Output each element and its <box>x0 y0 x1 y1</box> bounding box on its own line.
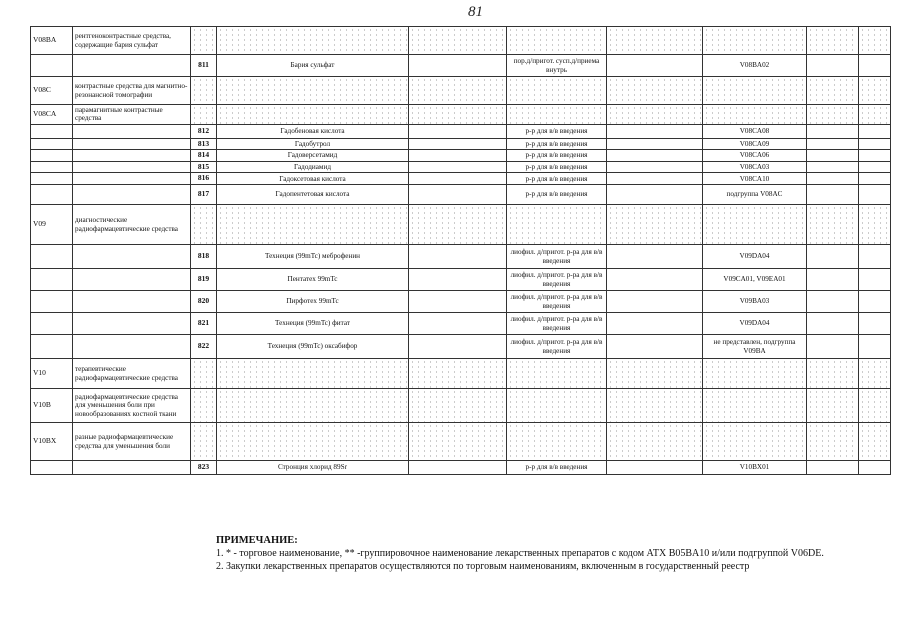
empty-cell <box>607 105 703 125</box>
empty-cell <box>807 138 859 150</box>
dosage-form: р-р для в/в введения <box>507 150 607 162</box>
empty-cell <box>807 269 859 291</box>
empty-cell <box>73 173 191 185</box>
group-row <box>31 105 891 125</box>
empty-cell <box>703 359 807 389</box>
empty-cell <box>807 173 859 185</box>
drug-row <box>31 161 891 173</box>
drug-row <box>31 124 891 138</box>
dosage-form: лиофил. д/пригот. р-ра для в/в введения <box>507 269 607 291</box>
group-row <box>31 27 891 55</box>
note-line-1: 1. * - торговое наименование, ** -группировочное наименование лекарственных препаратов с кодом АТХ B05BA10 и/или подгруппой V06DE. <box>216 548 824 560</box>
atc-code: подгруппа V08AC <box>703 185 807 205</box>
empty-cell <box>859 423 891 461</box>
empty-cell <box>31 55 73 77</box>
drug-table <box>30 26 891 475</box>
empty-cell <box>607 461 703 475</box>
empty-cell <box>859 291 891 313</box>
empty-cell <box>807 291 859 313</box>
empty-cell <box>607 389 703 423</box>
atc-group-name: парамагнитные контрастные средства <box>73 105 191 125</box>
empty-cell <box>73 185 191 205</box>
empty-cell <box>859 150 891 162</box>
empty-cell <box>807 423 859 461</box>
empty-cell <box>807 55 859 77</box>
drug-name: Гадоксетовая кислота <box>217 173 409 185</box>
empty-cell <box>607 138 703 150</box>
empty-cell <box>217 27 409 55</box>
item-number: 816 <box>191 173 217 185</box>
drug-name: Пирфотех 99mTc <box>217 291 409 313</box>
empty-cell <box>807 27 859 55</box>
empty-cell <box>409 55 507 77</box>
atc-code: V09DA04 <box>703 245 807 269</box>
empty-cell <box>607 205 703 245</box>
item-number: 811 <box>191 55 217 77</box>
empty-cell <box>31 269 73 291</box>
drug-name: Технеция (99mTc) меброфенин <box>217 245 409 269</box>
dosage-form: р-р для в/в введения <box>507 161 607 173</box>
empty-cell <box>191 359 217 389</box>
empty-cell <box>409 27 507 55</box>
empty-cell <box>703 423 807 461</box>
atc-group-name: диагностические радиофармацевтические средства <box>73 205 191 245</box>
empty-cell <box>73 161 191 173</box>
atc-group-code: V10 <box>31 359 73 389</box>
drug-row <box>31 55 891 77</box>
empty-cell <box>607 359 703 389</box>
empty-cell <box>31 313 73 335</box>
empty-cell <box>859 269 891 291</box>
empty-cell <box>31 161 73 173</box>
empty-cell <box>703 205 807 245</box>
drug-row <box>31 269 891 291</box>
item-number: 820 <box>191 291 217 313</box>
dosage-form: р-р для в/в введения <box>507 138 607 150</box>
empty-cell <box>807 124 859 138</box>
note-block <box>216 534 876 574</box>
empty-cell <box>73 55 191 77</box>
empty-cell <box>807 461 859 475</box>
empty-cell <box>607 291 703 313</box>
empty-cell <box>73 461 191 475</box>
empty-cell <box>31 185 73 205</box>
empty-cell <box>807 105 859 125</box>
empty-cell <box>607 55 703 77</box>
dosage-form: пор.д/пригот. сусп.д/приема внутрь <box>507 55 607 77</box>
dosage-form: лиофил. д/пригот. р-ра для в/в введения <box>507 291 607 313</box>
empty-cell <box>409 185 507 205</box>
empty-cell <box>807 150 859 162</box>
item-number: 819 <box>191 269 217 291</box>
drug-name: Технеция (99mTc) оксабифор <box>217 335 409 359</box>
empty-cell <box>73 313 191 335</box>
empty-cell <box>409 161 507 173</box>
empty-cell <box>807 359 859 389</box>
empty-cell <box>409 173 507 185</box>
empty-cell <box>409 389 507 423</box>
empty-cell <box>217 359 409 389</box>
empty-cell <box>859 335 891 359</box>
empty-cell <box>859 461 891 475</box>
empty-cell <box>73 138 191 150</box>
atc-group-name: рентгеноконтрастные средства, содержащие бария сульфат <box>73 27 191 55</box>
empty-cell <box>409 359 507 389</box>
empty-cell <box>409 105 507 125</box>
empty-cell <box>607 423 703 461</box>
empty-cell <box>859 124 891 138</box>
empty-cell <box>859 173 891 185</box>
empty-cell <box>31 124 73 138</box>
empty-cell <box>217 423 409 461</box>
empty-cell <box>31 173 73 185</box>
drug-name: Гадопентетовая кислота <box>217 185 409 205</box>
empty-cell <box>217 105 409 125</box>
empty-cell <box>807 205 859 245</box>
drug-row <box>31 461 891 475</box>
empty-cell <box>409 291 507 313</box>
drug-name: Технеция (99mTc) фитат <box>217 313 409 335</box>
atc-code: V09DA04 <box>703 313 807 335</box>
empty-cell <box>807 245 859 269</box>
group-row <box>31 359 891 389</box>
item-number: 815 <box>191 161 217 173</box>
empty-cell <box>703 27 807 55</box>
empty-cell <box>31 245 73 269</box>
empty-cell <box>409 461 507 475</box>
empty-cell <box>807 161 859 173</box>
page-number: 81 <box>468 4 483 20</box>
atc-group-name: терапевтические радиофармацевтические средства <box>73 359 191 389</box>
empty-cell <box>409 335 507 359</box>
empty-cell <box>409 423 507 461</box>
group-row <box>31 77 891 105</box>
atc-code: V08CA08 <box>703 124 807 138</box>
empty-cell <box>859 245 891 269</box>
empty-cell <box>409 150 507 162</box>
drug-row <box>31 173 891 185</box>
empty-cell <box>191 105 217 125</box>
item-number: 823 <box>191 461 217 475</box>
empty-cell <box>31 138 73 150</box>
empty-cell <box>607 124 703 138</box>
dosage-form: лиофил. д/пригот. р-ра для в/в введения <box>507 335 607 359</box>
empty-cell <box>191 77 217 105</box>
empty-cell <box>409 269 507 291</box>
note-line-2: 2. Закупки лекарственных препаратов осуществляются по торговым наименованиям, включенным в государственный реестр <box>216 561 750 573</box>
empty-cell <box>507 205 607 245</box>
drug-row <box>31 245 891 269</box>
drug-row <box>31 185 891 205</box>
empty-cell <box>607 173 703 185</box>
empty-cell <box>73 245 191 269</box>
empty-cell <box>191 389 217 423</box>
empty-cell <box>807 77 859 105</box>
atc-code: V08CA09 <box>703 138 807 150</box>
empty-cell <box>859 77 891 105</box>
atc-group-code: V08C <box>31 77 73 105</box>
drug-name: Бария сульфат <box>217 55 409 77</box>
empty-cell <box>807 313 859 335</box>
item-number: 813 <box>191 138 217 150</box>
dosage-form: р-р для в/в введения <box>507 185 607 205</box>
empty-cell <box>73 150 191 162</box>
atc-code: V08CA06 <box>703 150 807 162</box>
atc-code: V08CA10 <box>703 173 807 185</box>
empty-cell <box>507 359 607 389</box>
drug-name: Пентатех 99mTc <box>217 269 409 291</box>
drug-name: Гадобеновая кислота <box>217 124 409 138</box>
item-number: 814 <box>191 150 217 162</box>
empty-cell <box>607 150 703 162</box>
empty-cell <box>507 105 607 125</box>
empty-cell <box>73 124 191 138</box>
atc-code: V09BA03 <box>703 291 807 313</box>
item-number: 817 <box>191 185 217 205</box>
atc-code: V08CA03 <box>703 161 807 173</box>
empty-cell <box>507 389 607 423</box>
empty-cell <box>31 150 73 162</box>
empty-cell <box>409 138 507 150</box>
empty-cell <box>73 291 191 313</box>
empty-cell <box>607 313 703 335</box>
drug-name: Стронция хлорид 89Sr <box>217 461 409 475</box>
empty-cell <box>859 138 891 150</box>
item-number: 822 <box>191 335 217 359</box>
empty-cell <box>859 161 891 173</box>
empty-cell <box>607 335 703 359</box>
empty-cell <box>859 389 891 423</box>
empty-cell <box>607 185 703 205</box>
empty-cell <box>31 461 73 475</box>
dosage-form: лиофил. д/пригот. р-ра для в/в введения <box>507 245 607 269</box>
group-row <box>31 423 891 461</box>
empty-cell <box>859 185 891 205</box>
empty-cell <box>507 27 607 55</box>
dosage-form: р-р для в/в введения <box>507 461 607 475</box>
empty-cell <box>507 423 607 461</box>
item-number: 818 <box>191 245 217 269</box>
empty-cell <box>31 335 73 359</box>
empty-cell <box>409 77 507 105</box>
empty-cell <box>217 205 409 245</box>
empty-cell <box>859 205 891 245</box>
empty-cell <box>859 359 891 389</box>
drug-row <box>31 291 891 313</box>
atc-group-code: V10B <box>31 389 73 423</box>
empty-cell <box>859 313 891 335</box>
atc-code: V10BX01 <box>703 461 807 475</box>
empty-cell <box>217 77 409 105</box>
empty-cell <box>31 291 73 313</box>
empty-cell <box>409 205 507 245</box>
group-row <box>31 205 891 245</box>
empty-cell <box>607 245 703 269</box>
drug-row <box>31 150 891 162</box>
empty-cell <box>807 335 859 359</box>
group-row <box>31 389 891 423</box>
atc-code: V08BA02 <box>703 55 807 77</box>
atc-group-code: V08CA <box>31 105 73 125</box>
empty-cell <box>703 77 807 105</box>
empty-cell <box>607 161 703 173</box>
note-title: ПРИМЕЧАНИЕ: <box>216 535 298 546</box>
empty-cell <box>607 269 703 291</box>
empty-cell <box>807 185 859 205</box>
empty-cell <box>73 269 191 291</box>
atc-group-code: V10BX <box>31 423 73 461</box>
drug-name: Гадобутрол <box>217 138 409 150</box>
empty-cell <box>859 105 891 125</box>
drug-name: Гадоверсетамид <box>217 150 409 162</box>
empty-cell <box>507 77 607 105</box>
item-number: 821 <box>191 313 217 335</box>
atc-group-name: радиофармацевтические средства для уменьшения боли при новообразованиях костной ткани <box>73 389 191 423</box>
empty-cell <box>859 27 891 55</box>
atc-code: не представлен, подгруппа V09BA <box>703 335 807 359</box>
atc-group-code: V09 <box>31 205 73 245</box>
drug-row <box>31 313 891 335</box>
atc-group-name: контрастные средства для магнитно-резонансной томографии <box>73 77 191 105</box>
atc-group-name: разные радиофармацевтические средства для уменьшения боли <box>73 423 191 461</box>
empty-cell <box>703 389 807 423</box>
empty-cell <box>73 335 191 359</box>
empty-cell <box>409 313 507 335</box>
dosage-form: р-р для в/в введения <box>507 173 607 185</box>
empty-cell <box>409 124 507 138</box>
drug-name: Гадодиамид <box>217 161 409 173</box>
empty-cell <box>191 27 217 55</box>
atc-code: V09CA01, V09EA01 <box>703 269 807 291</box>
dosage-form: лиофил. д/пригот. р-ра для в/в введения <box>507 313 607 335</box>
atc-group-code: V08BA <box>31 27 73 55</box>
empty-cell <box>859 55 891 77</box>
empty-cell <box>607 77 703 105</box>
empty-cell <box>191 423 217 461</box>
empty-cell <box>807 389 859 423</box>
dosage-form: р-р для в/в введения <box>507 124 607 138</box>
empty-cell <box>607 27 703 55</box>
empty-cell <box>703 105 807 125</box>
drug-row <box>31 335 891 359</box>
item-number: 812 <box>191 124 217 138</box>
empty-cell <box>191 205 217 245</box>
drug-row <box>31 138 891 150</box>
empty-cell <box>217 389 409 423</box>
empty-cell <box>409 245 507 269</box>
